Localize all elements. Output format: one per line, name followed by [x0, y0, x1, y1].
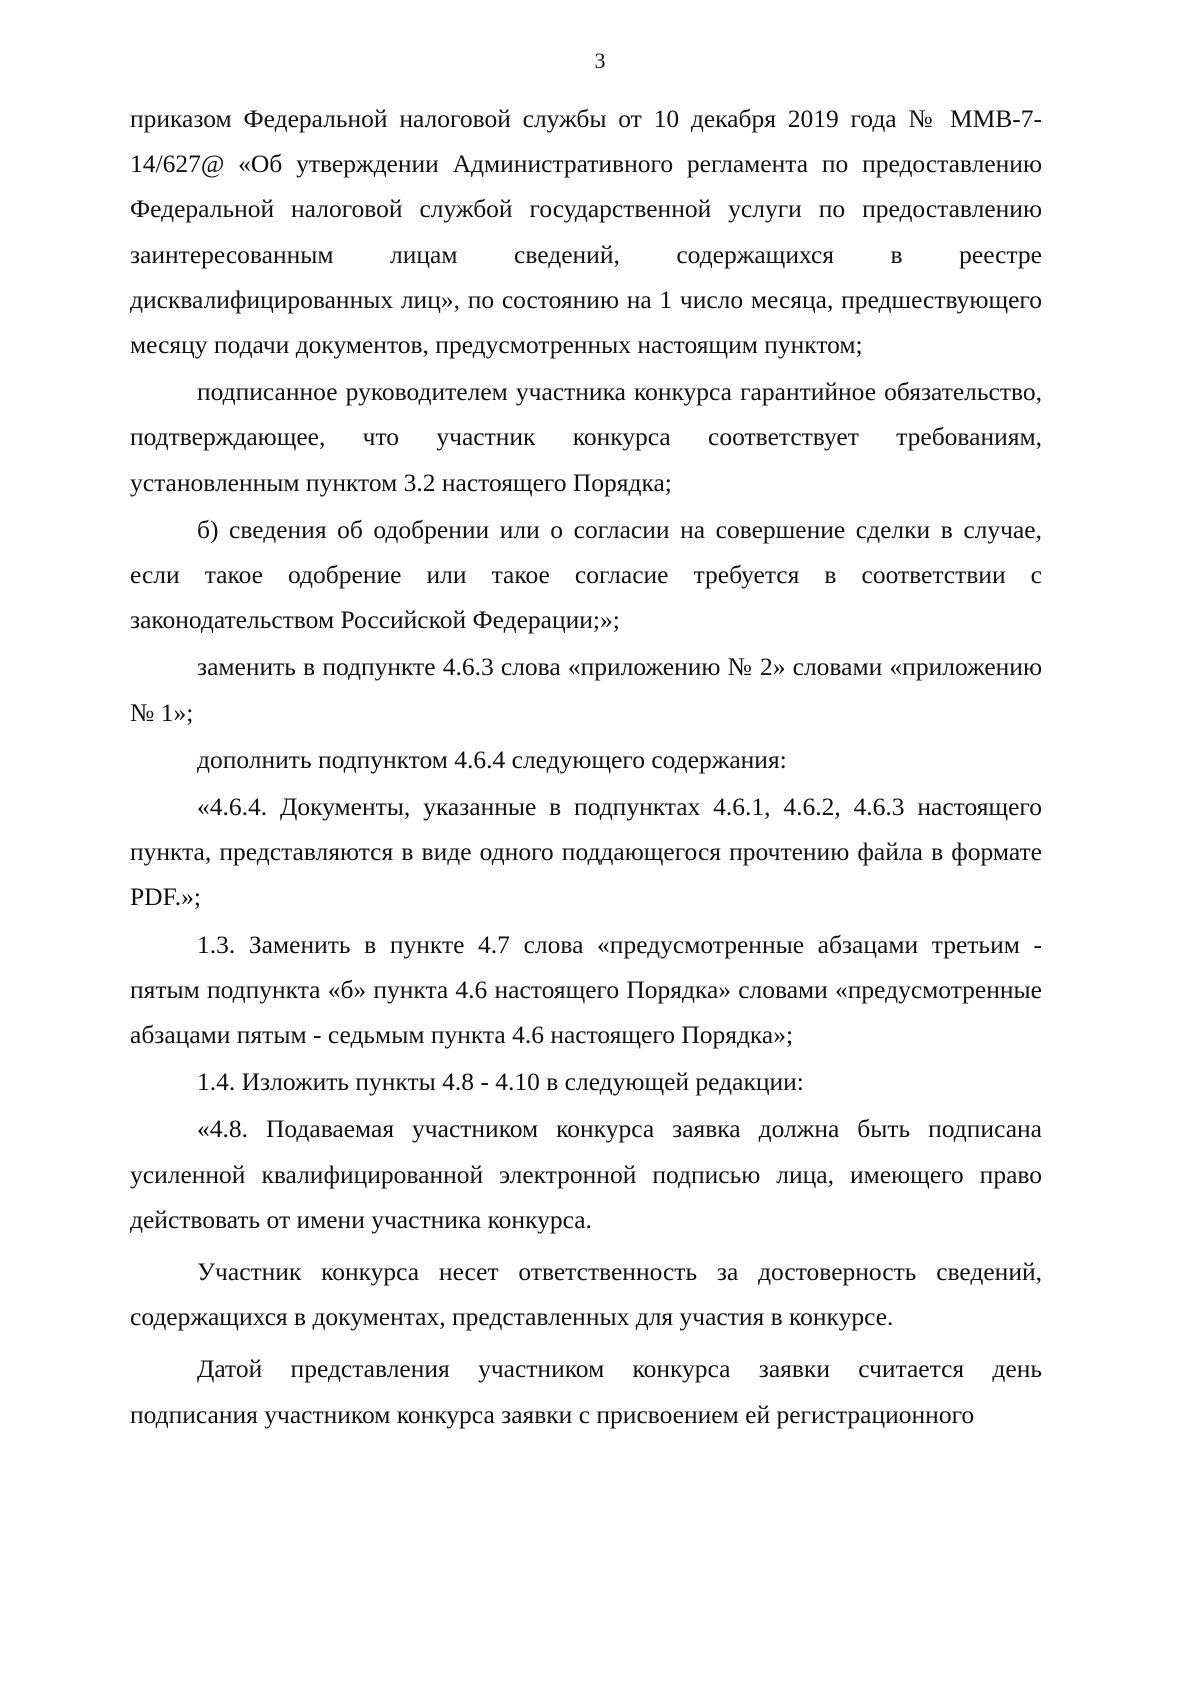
paragraph-5: дополнить подпунктом 4.6.4 следующего содержания: — [197, 744, 787, 774]
paragraph-4: заменить в подпункте 4.6.3 слова «приложению № 2» словами «приложению № 1»; — [130, 652, 1042, 727]
paragraph-9: «4.8. Подаваемая участником конкурса заявка должна быть подписана усиленной квалифицированной электронной подписью лица, имеющего право действовать от имени участника конкурса. — [130, 1114, 1042, 1234]
paragraph-3: б) сведения об одобрении или о согласии на совершение сделки в случае, если такое одобрение или такое согласие требуется в соответствии с законодательством Российской Федерации;»; — [130, 514, 1042, 635]
paragraph-2: подписанное руководителем участника конкурса гарантийное обязательство, подтверждающее, что участник конкурса соответствует требованиям, установленным пунктом 3.2 настоящего Порядка; — [130, 377, 1042, 497]
paragraph-11: Датой представления участником конкурса заявки считается день подписания участником конкурса заявки с присвоением ей регистрационного — [130, 1354, 1042, 1429]
paragraph-10: Участник конкурса несет ответственность за достоверность сведений, содержащихся в документах, представленных для участия в конкурсе. — [130, 1257, 1042, 1332]
page-number: 3 — [594, 48, 606, 73]
paragraph-6: «4.6.4. Документы, указанные в подпунктах 4.6.1, 4.6.2, 4.6.3 настоящего пункта, представляются в виде одного поддающегося прочтению файла в формате PDF.»; — [130, 792, 1042, 912]
paragraph-1: приказом Федеральной налоговой службы от 10 декабря 2019 года № ММВ-7-14/627@ «Об утверждении Административного регламента по предоставлению Федеральной налоговой службой государственной услуги по предоставлению заинтересованным лицам сведений, содержащихся в реестре дисквалифицированных лиц», по состоянию на 1 число месяца, предшествующего месяцу подачи документов, предусмотренных настоящим пунктом; — [130, 104, 1042, 360]
paragraph-7: 1.3. Заменить в пункте 4.7 слова «предусмотренные абзацами третьим - пятым подпункта «б» пункта 4.6 настоящего Порядка» словами «предусмотренные абзацами пятым - седьмым пункта 4.6 настоящего Порядка»; — [130, 929, 1042, 1050]
document-body — [130, 96, 1042, 1437]
paragraph-8: 1.4. Изложить пункты 4.8 - 4.10 в следующей редакции: — [197, 1067, 804, 1097]
